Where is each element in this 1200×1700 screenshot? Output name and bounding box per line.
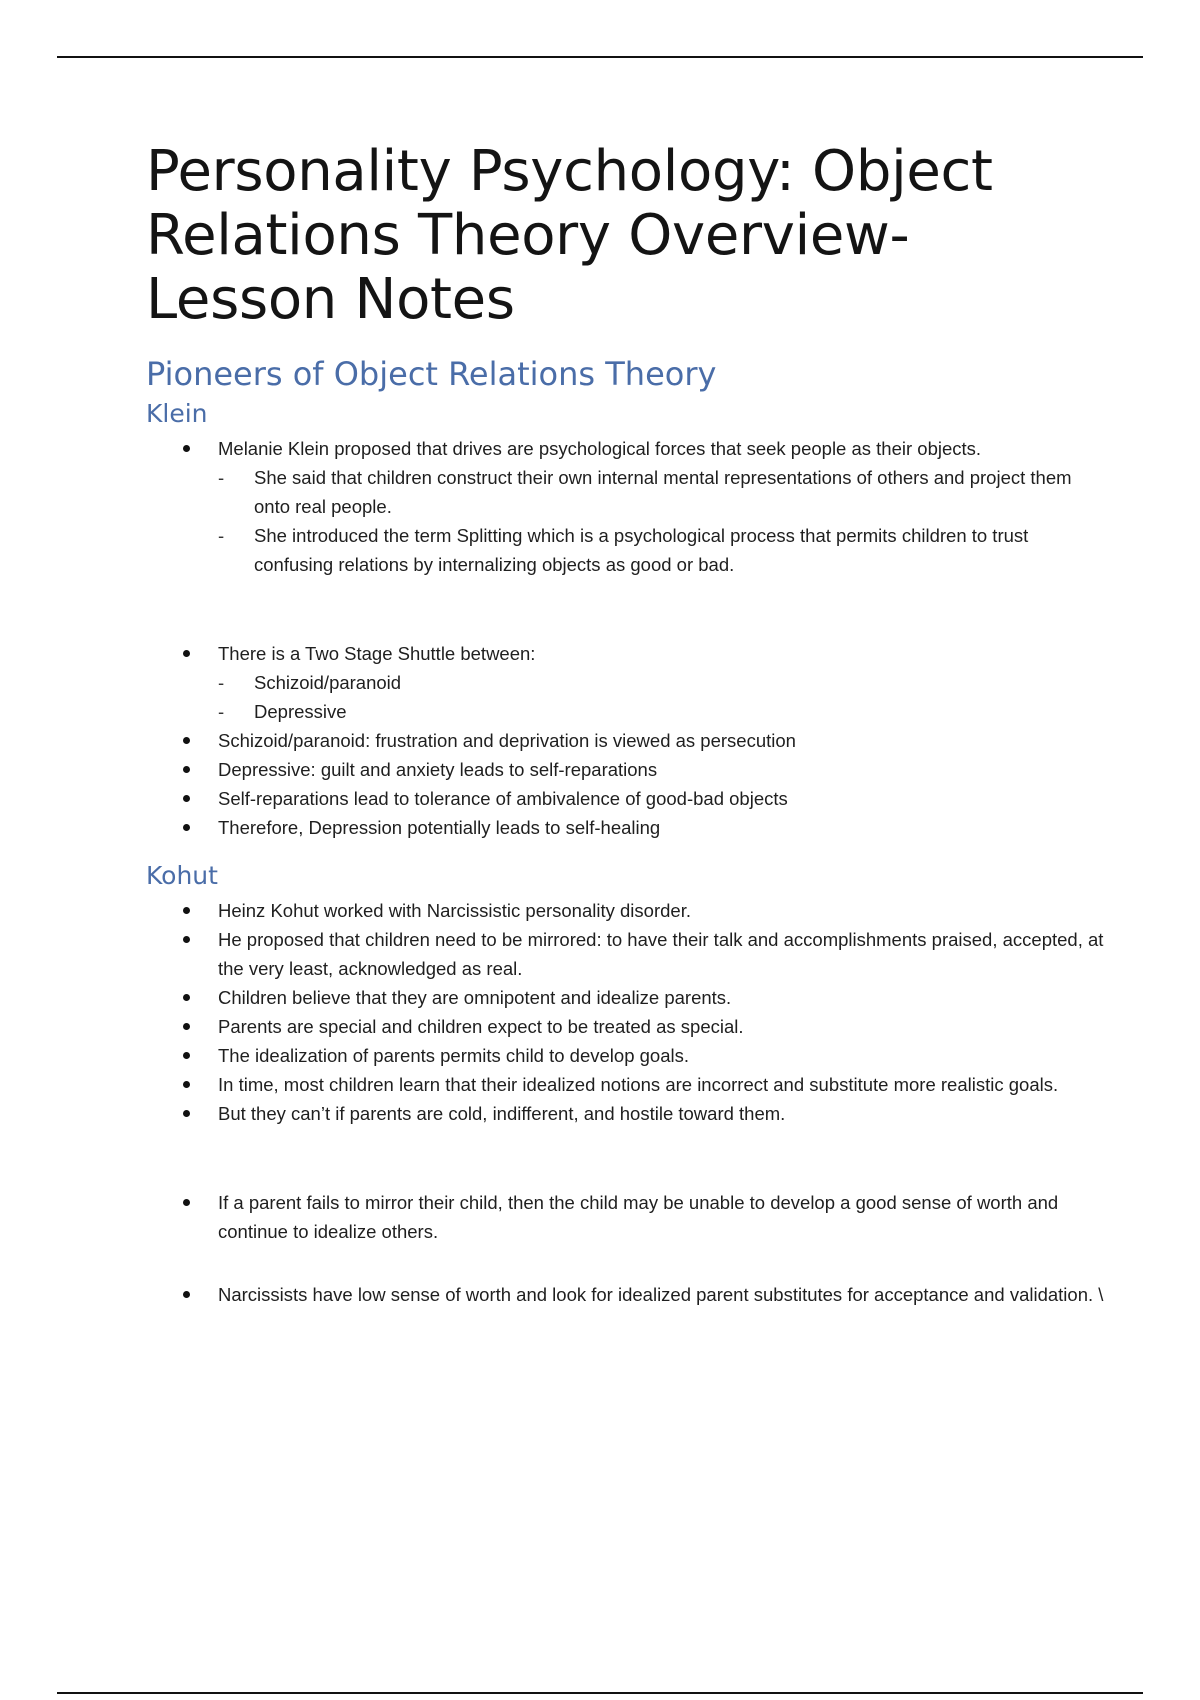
sub-list [218, 668, 1106, 726]
kohut-list [146, 896, 1106, 1128]
spacer [146, 1128, 1106, 1184]
bullet-icon [183, 1291, 190, 1298]
top-rule [57, 56, 1143, 58]
klein-heading: Klein [146, 399, 208, 428]
list-item [146, 983, 1106, 1012]
sub-list-item-text: Depressive [254, 701, 347, 722]
list-item-text: Depressive: guilt and anxiety leads to self-reparations [218, 759, 658, 780]
spacer [146, 1246, 1106, 1276]
list-item [146, 896, 1106, 925]
dash-icon: - [218, 672, 225, 693]
list-item [146, 1070, 1106, 1099]
klein-list [146, 434, 1106, 579]
bullet-icon [183, 445, 190, 452]
bullet-icon [183, 1052, 190, 1059]
list-item-text: Children believe that they are omnipotent and idealize parents. [218, 987, 732, 1008]
sub-list-item-text: She said that children construct their own internal mental representations of others and project them onto real people. [254, 467, 1072, 517]
list-item-text: There is a Two Stage Shuttle between: [218, 643, 536, 664]
sub-list-item-text: Schizoid/paranoid [254, 672, 402, 693]
bullet-icon [183, 650, 190, 657]
spacer [146, 579, 1106, 635]
list-item [146, 1012, 1106, 1041]
list-item-text: Narcissists have low sense of worth and look for idealized parent substitutes for acceptance and validation. \ [218, 1284, 1104, 1305]
list-item [146, 639, 1106, 726]
sub-list-item [218, 521, 1106, 579]
list-item [146, 1041, 1106, 1070]
bullet-icon [183, 936, 190, 943]
list-item-text: Therefore, Depression potentially leads to self-healing [218, 817, 661, 838]
sub-list-item [218, 463, 1106, 521]
list-item-text: If a parent fails to mirror their child, then the child may be unable to develop a good sense of worth and continue to idealize others. [218, 1192, 1059, 1242]
dash-icon: - [218, 525, 225, 546]
sub-list [218, 463, 1106, 579]
list-item [146, 1099, 1106, 1128]
document-body [146, 140, 1106, 1309]
list-item [146, 755, 1106, 784]
bullet-icon [183, 1081, 190, 1088]
document-title: Personality Psychology: Object Relations Theory Overview- Lesson Notes [146, 139, 993, 332]
sub-list-item [218, 668, 1106, 697]
bullet-icon [183, 994, 190, 1001]
list-item-text: He proposed that children need to be mirrored: to have their talk and accomplishments praised, accepted, at the very least, acknowledged as real. [218, 929, 1104, 979]
bullet-icon [183, 824, 190, 831]
sub-list-item [218, 697, 1106, 726]
bullet-icon [183, 795, 190, 802]
bullet-icon [183, 1199, 190, 1206]
bullet-icon [183, 737, 190, 744]
bottom-rule [57, 1692, 1143, 1694]
kohut-heading: Kohut [146, 861, 218, 890]
bullet-icon [183, 907, 190, 914]
bullet-icon [183, 1110, 190, 1117]
list-item-text: Self-reparations lead to tolerance of ambivalence of good-bad objects [218, 788, 788, 809]
dash-icon: - [218, 467, 225, 488]
list-item [146, 1188, 1106, 1246]
list-item-text: In time, most children learn that their idealized notions are incorrect and substitute more realistic goals. [218, 1074, 1059, 1095]
list-item [146, 726, 1106, 755]
list-item-text: But they can’t if parents are cold, indifferent, and hostile toward them. [218, 1103, 786, 1124]
list-item-text: Schizoid/paranoid: frustration and deprivation is viewed as persecution [218, 730, 796, 751]
bullet-icon [183, 1023, 190, 1030]
shuttle-list [146, 639, 1106, 842]
list-item-text: Melanie Klein proposed that drives are psychological forces that seek people as their objects. [218, 438, 982, 459]
kohut-list-final [146, 1280, 1106, 1309]
list-item-text: Heinz Kohut worked with Narcissistic personality disorder. [218, 900, 691, 921]
list-item [146, 784, 1106, 813]
list-item [146, 925, 1106, 983]
list-item [146, 434, 1106, 579]
section-heading: Pioneers of Object Relations Theory [146, 355, 717, 393]
list-item-text: Parents are special and children expect to be treated as special. [218, 1016, 744, 1037]
dash-icon: - [218, 701, 225, 722]
kohut-list-continued [146, 1188, 1106, 1246]
list-item-text: The idealization of parents permits child to develop goals. [218, 1045, 689, 1066]
list-item [146, 1280, 1106, 1309]
list-item [146, 813, 1106, 842]
sub-list-item-text: She introduced the term Splitting which is a psychological process that permits children to trust confusing relations by internalizing objects as good or bad. [254, 525, 1029, 575]
bullet-icon [183, 766, 190, 773]
